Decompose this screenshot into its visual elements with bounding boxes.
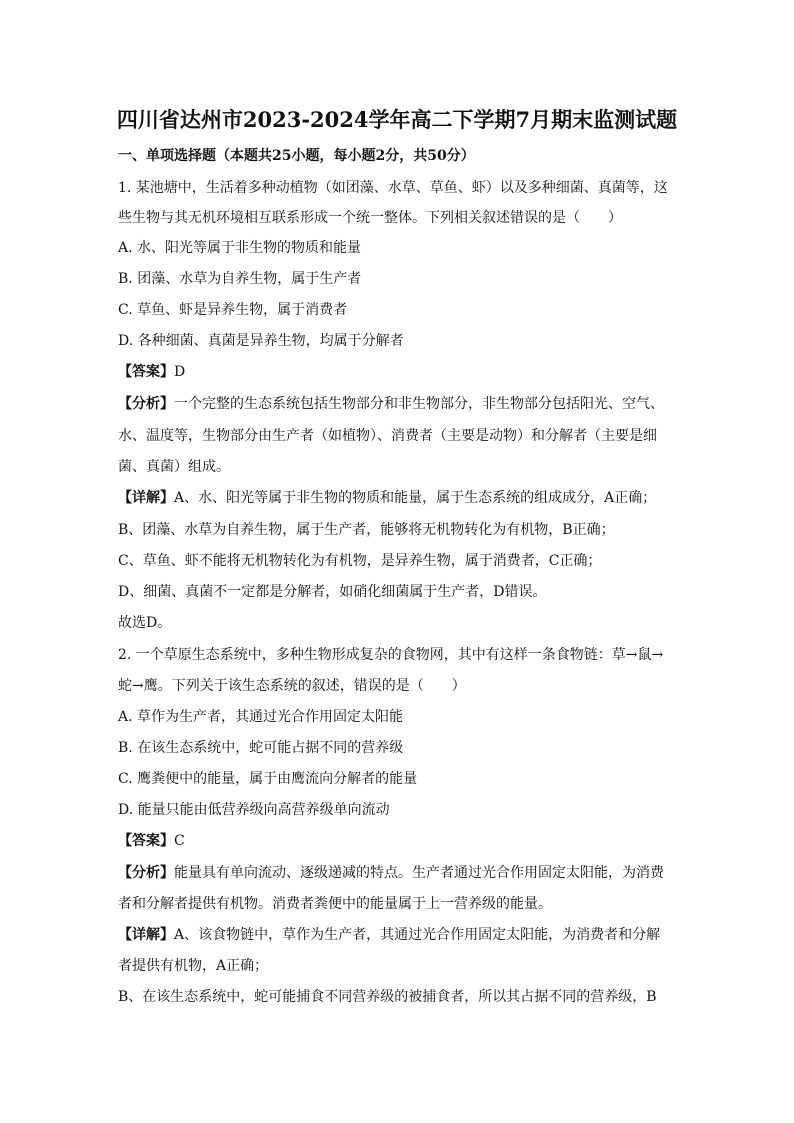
q2-analysis-line2: 者和分解者提供有机物。消费者粪便中的能量属于上一营养级的能量。	[118, 896, 552, 912]
q1-option-d: D. 各种细菌、真菌是异养生物，均属于分解者	[118, 333, 404, 349]
q2-stem-line2: 蛇→鹰。下列关于该生态系统的叙述，错误的是（ ）	[118, 678, 466, 694]
q1-analysis-line3: 菌、真菌）组成。	[118, 459, 230, 475]
q1-conclusion: 故选D。	[118, 615, 172, 631]
q1-stem-line1: 1. 某池塘中，生活着多种动植物（如团藻、水草、草鱼、虾）以及多种细菌、真菌等，这	[118, 180, 668, 196]
q2-detail-line3: B、在该生态系统中，蛇可能捕食不同营养级的被捕食者，所以其占据不同的营养级，B	[118, 989, 657, 1005]
answer-value: C	[174, 833, 185, 849]
q2-detail-line2: 者提供有机物，A正确；	[118, 958, 269, 974]
detail-text: A、该食物链中，草作为生产者，其通过光合作用固定太阳能，为消费者和分解	[174, 927, 661, 943]
q1-option-b: B. 团藻、水草为自养生物，属于生产者	[118, 271, 362, 287]
q2-detail-line1	[118, 925, 678, 945]
q2-stem-line1: 2. 一个草原生态系统中，多种生物形成复杂的食物网，其中有这样一条食物链：草→鼠→	[118, 647, 664, 663]
q1-option-c: C. 草鱼、虾是异养生物，属于消费者	[118, 302, 348, 318]
q1-detail-line3: C、草鱼、虾不能将无机物转化为有机物，是异养生物，属于消费者，C正确；	[118, 553, 602, 569]
q2-analysis-line1	[118, 863, 678, 883]
q2-option-a: A. 草作为生产者，其通过光合作用固定太阳能	[118, 709, 404, 725]
q1-analysis-line2: 水、温度等，生物部分由生产者（如植物）、消费者（主要是动物）和分解者（主要是细	[118, 428, 657, 444]
detail-text: A、水、阳光等属于非生物的物质和能量，属于生态系统的组成成分，A正确；	[174, 490, 657, 506]
q1-detail-line1	[118, 488, 678, 508]
answer-label: 【答案】	[118, 364, 174, 380]
q2-option-b: B. 在该生态系统中，蛇可能占据不同的营养级	[118, 740, 404, 756]
section-heading: 一、单项选择题（本题共25小题，每小题2分，共50分）	[118, 148, 475, 164]
q1-option-a: A. 水、阳光等属于非生物的物质和能量	[118, 240, 362, 256]
q2-option-c: C. 鹰粪便中的能量，属于由鹰流向分解者的能量	[118, 771, 418, 787]
analysis-label: 【分析】	[118, 865, 174, 881]
q1-answer	[118, 362, 678, 382]
q2-answer	[118, 831, 678, 851]
detail-label: 【详解】	[118, 490, 174, 506]
analysis-text: 一个完整的生态系统包括生物部分和非生物部分，非生物部分包括阳光、空气、	[174, 396, 664, 412]
q1-analysis-line1	[118, 394, 678, 414]
detail-label: 【详解】	[118, 927, 174, 943]
page-title: 四川省达州市2023-2024学年高二下学期7月期末监测试题	[116, 107, 678, 132]
q1-detail-line4: D、细菌、真菌不一定都是分解者，如硝化细菌属于生产者，D错误。	[118, 584, 547, 600]
q2-option-d: D. 能量只能由低营养级向高营养级单向流动	[118, 802, 390, 818]
q1-stem-line2: 些生物与其无机环境相互联系形成一个统一整体。下列相关叙述错误的是（ ）	[118, 210, 622, 226]
analysis-text: 能量具有单向流动、逐级递减的特点。生产者通过光合作用固定太阳能，为消费	[174, 865, 664, 881]
q1-detail-line2: B、团藻、水草为自养生物，属于生产者，能够将无机物转化为有机物，B正确；	[118, 522, 615, 538]
answer-value: D	[174, 364, 186, 380]
analysis-label: 【分析】	[118, 396, 174, 412]
answer-label: 【答案】	[118, 833, 174, 849]
